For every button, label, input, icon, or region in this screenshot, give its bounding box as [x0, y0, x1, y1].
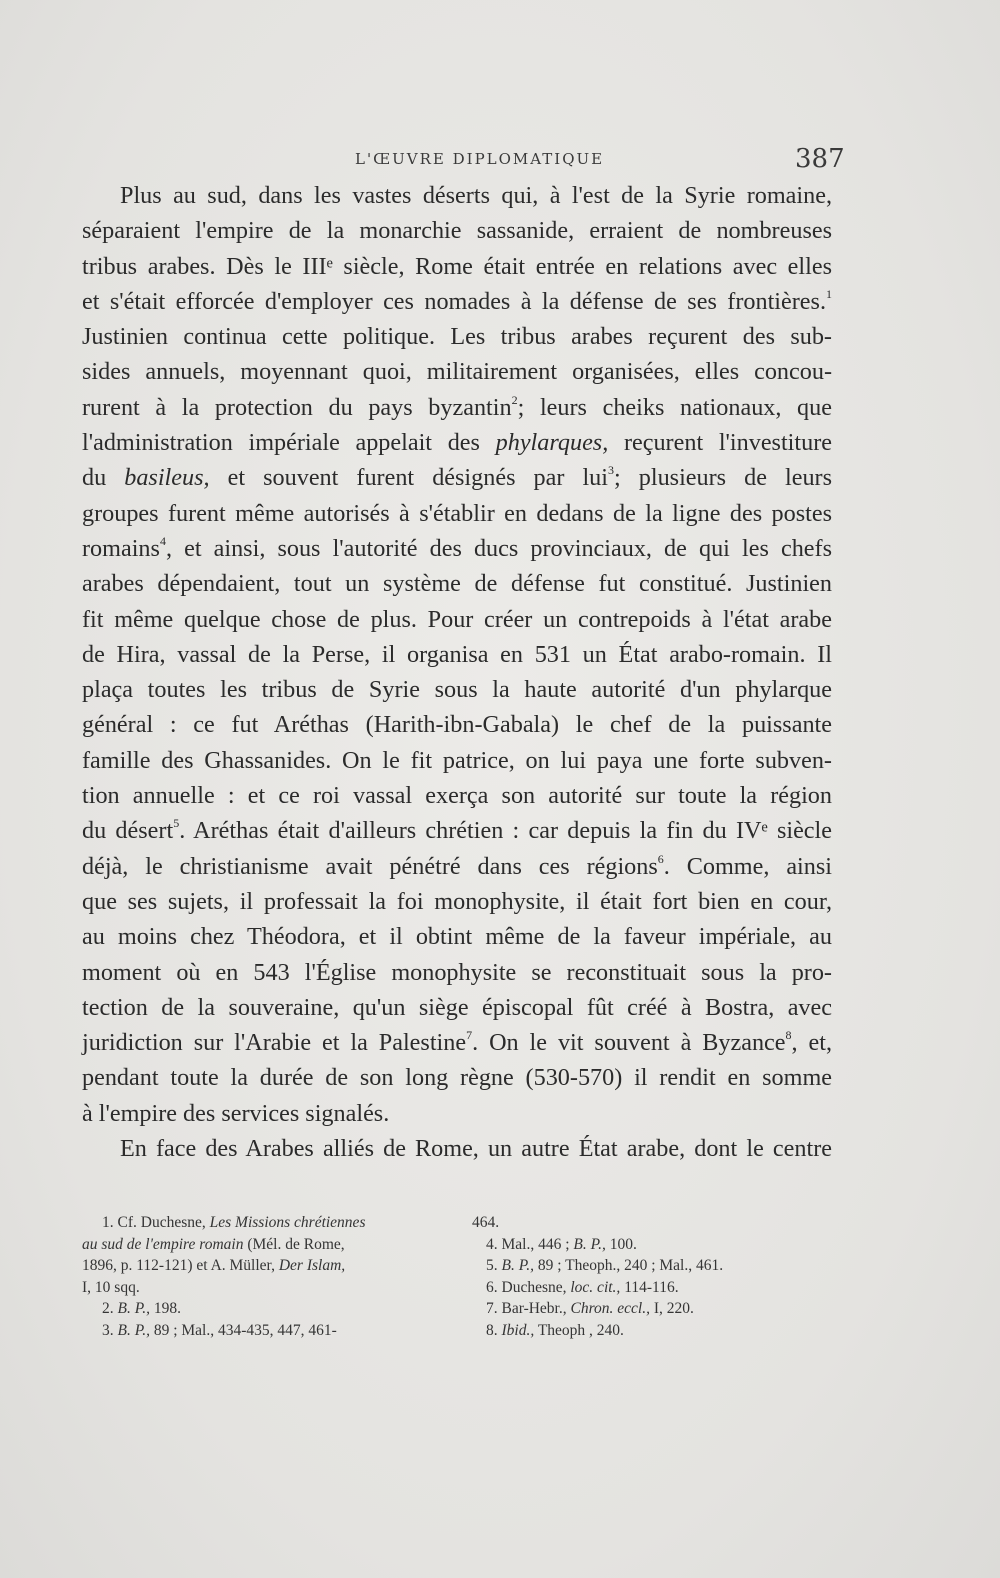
text-line: Justinien continua cette politique. Les tribus arabes reçurent des sub- — [82, 323, 832, 351]
text-line: Plus au sud, dans les vastes déserts qui, à l'est de la Syrie romaine, — [120, 182, 832, 209]
footnote-mark: 6 — [657, 851, 664, 866]
text-line: du désert$^5$. Aréthas était d'ailleurs chrétien : car depuis la fin du IVᵉ siècle — [82, 816, 832, 845]
text-line: arabes dépendaient, tout un système de défense fut constitué. Justinien — [82, 570, 832, 598]
footnote-line: 464. — [472, 1214, 500, 1231]
footnote-line: 2. B. P., 198. — [102, 1300, 181, 1317]
century-numeral: IVᵉ — [735, 817, 768, 845]
text-line: et s'était efforcée d'employer ces nomades à la défense de ses frontières.$^1$ — [82, 286, 832, 315]
text-line: l'administration impériale appelait des phylarques, reçurent l'investiture — [82, 429, 833, 457]
text-line: pendant toute la durée de son long règne (530-570) il rendit en somme — [82, 1064, 832, 1092]
text-line: que ses sujets, il professait la foi monophysite, il était fort bien en cour, — [82, 887, 832, 915]
footnote-line: au sud de l'empire romain (Mél. de Rome, — [82, 1235, 345, 1253]
footnote-mark: 4 — [159, 533, 166, 548]
footnote-line: 5. B. P., 89 ; Theoph., 240 ; Mal., 461. — [486, 1257, 724, 1274]
text-line: déjà, le christianisme avait pénétré dans ces régions$^6$. Comme, ainsi — [82, 851, 832, 880]
footnote-line: 8. Ibid., Theoph , 240. — [486, 1321, 624, 1339]
footnote-mark: 1 — [826, 286, 832, 301]
text-line: moment où en 543 l'Église monophysite se reconstituait sous la pro- — [82, 958, 832, 986]
footnote-mark: 5 — [173, 816, 180, 831]
footnote-line: 7. Bar-Hebr., Chron. eccl., I, 220. — [486, 1300, 694, 1317]
text-line: groupes furent même autorisés à s'établir en dedans de la ligne des postes — [82, 499, 832, 527]
text-line: à l'empire des services signalés. — [82, 1099, 390, 1127]
page-number: 387 — [795, 144, 845, 174]
text-line: tection de la souveraine, qu'un siège épiscopal fût créé à Bostra, avec — [82, 993, 832, 1021]
footnote-line: 1. Cf. Duchesne, Les Missions chrétiennes — [102, 1214, 366, 1231]
footnote-line: 6. Duchesne, loc. cit., 114-116. — [486, 1278, 679, 1296]
text-line: du basileus, et souvent furent désignés par lui$^3$; plusieurs de leurs — [82, 463, 833, 492]
footnote-line: 1896, p. 112-121) et A. Müller, Der Islam, — [82, 1257, 346, 1274]
footnote-mark: 8 — [785, 1028, 792, 1043]
text-line: général : ce fut Aréthas (Harith-ibn-Gabala) le chef de la puissante — [82, 711, 832, 739]
text-line: sides annuels, moyennant quoi, militairement organisées, elles concou- — [82, 358, 832, 386]
text-line: juridiction sur l'Arabie et la Palestine$^7$. On le vit souvent à Byzance$^8$, et, — [82, 1028, 832, 1057]
footnote-line: I, 10 sqq. — [82, 1278, 140, 1296]
footnotes-right-column — [472, 1212, 832, 1341]
footnote-mark: 2 — [511, 392, 518, 407]
text-line: de Hira, vassal de la Perse, il organisa en 531 un État arabo-romain. Il — [82, 640, 832, 668]
text-line: famille des Ghassanides. On le fit patrice, on lui paya une forte subven- — [82, 746, 832, 774]
text-line: tribus arabes. Dès le IIIᵉ siècle, Rome était entrée en relations avec elles — [82, 252, 832, 280]
footnote-mark: 3 — [608, 463, 614, 478]
text-line: rurent à la protection du pays byzantin$^2$; leurs cheiks nationaux, que — [82, 392, 832, 421]
footnotes-left-column — [82, 1212, 452, 1341]
footnote-mark: 7 — [466, 1028, 473, 1043]
century-numeral: IIIᵉ — [302, 252, 333, 280]
body-text — [82, 178, 832, 1166]
footnote-line: 4. Mal., 446 ; B. P., 100. — [486, 1235, 637, 1253]
text-line: séparaient l'empire de la monarchie sassanide, erraient de nombreuses — [82, 217, 832, 245]
footnote-line: 3. B. P., 89 ; Mal., 434-435, 447, 461- — [102, 1321, 337, 1339]
text-line: tion annuelle : et ce roi vassal exerça son autorité sur toute la région — [82, 782, 832, 810]
text-line: plaça toutes les tribus de Syrie sous la haute autorité d'un phylarque — [82, 676, 832, 704]
text-line: En face des Arabes alliés de Rome, un autre État arabe, dont le centre — [120, 1135, 832, 1163]
running-title: L'ŒUVRE DIPLOMATIQUE — [355, 150, 605, 168]
text-line: fit même quelque chose de plus. Pour créer un contrepoids à l'état arabe — [82, 605, 832, 633]
text-line: romains$^4$, et ainsi, sous l'autorité des ducs provinciaux, de qui les chefs — [82, 533, 832, 562]
text-line: au moins chez Théodora, et il obtint même de la faveur impériale, au — [82, 923, 832, 951]
